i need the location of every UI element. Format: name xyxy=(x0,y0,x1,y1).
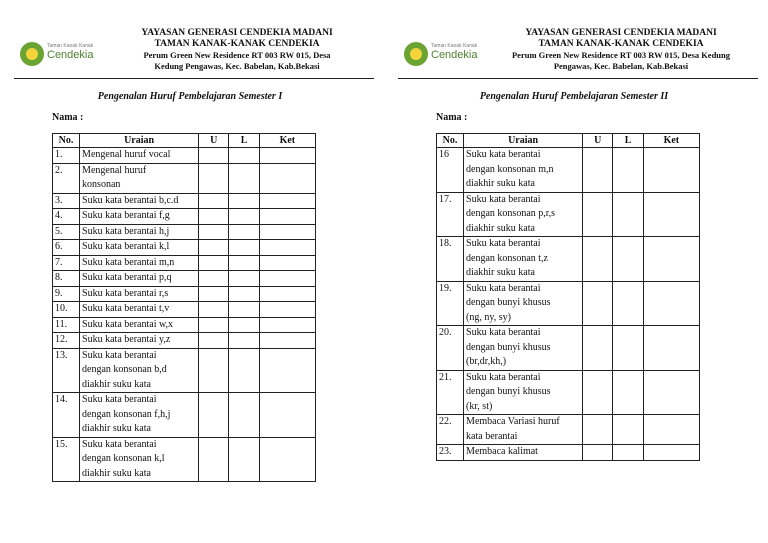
row-number: 20. xyxy=(437,326,464,371)
description-line: diakhir suku kata xyxy=(82,378,151,390)
header-u: U xyxy=(583,134,613,148)
header-uraian: Uraian xyxy=(80,134,199,148)
table-body xyxy=(53,148,316,482)
table-row xyxy=(437,445,700,461)
row-number: 16 xyxy=(437,148,464,193)
header-ket: Ket xyxy=(259,134,315,148)
header-no: No. xyxy=(53,134,80,148)
description-line: diakhir suku kata xyxy=(82,467,151,479)
u-cell xyxy=(199,255,229,271)
l-cell xyxy=(229,255,259,271)
table-row xyxy=(437,370,700,415)
description-line: Suku kata berantai h,j xyxy=(82,225,170,237)
table-row xyxy=(53,348,316,393)
description-line: diakhir suku kata xyxy=(82,423,151,434)
row-number: 4. xyxy=(53,209,80,225)
semester-title: Pengenalan Huruf Pembelajaran Semester II xyxy=(479,91,669,102)
row-number: 1. xyxy=(53,148,80,164)
l-cell xyxy=(229,393,259,438)
l-cell xyxy=(229,348,259,393)
row-description xyxy=(464,192,583,237)
letterhead xyxy=(398,28,758,79)
name-label: Nama : xyxy=(52,112,84,123)
ket-cell xyxy=(259,148,315,164)
header-u: U xyxy=(199,134,229,148)
row-number: 11. xyxy=(53,317,80,333)
description-line: dengan konsonan p,r,s xyxy=(466,208,556,219)
u-cell xyxy=(199,240,229,256)
description-line: Membaca Variasi huruf xyxy=(466,416,560,427)
description-line: Suku kata berantai xyxy=(466,193,541,205)
table-row xyxy=(53,163,316,193)
l-cell xyxy=(229,333,259,349)
table-header-row xyxy=(437,134,700,148)
description-line: Suku kata berantai p,q xyxy=(82,272,172,283)
header-l: L xyxy=(613,134,643,148)
table-row xyxy=(53,302,316,318)
ket-cell xyxy=(643,237,699,282)
row-description xyxy=(80,348,199,393)
row-number: 19. xyxy=(437,281,464,326)
l-cell xyxy=(229,302,259,318)
ket-cell xyxy=(643,281,699,326)
address-line-1: Perum Green New Residence RT 003 RW 015, Desa xyxy=(143,50,331,60)
address-line-1: Perum Green New Residence RT 003 RW 015, Desa Kedung xyxy=(511,50,731,60)
logo-mark-icon xyxy=(404,42,428,66)
row-description xyxy=(80,209,199,225)
row-description xyxy=(80,333,199,349)
description-line: kata berantai xyxy=(466,430,518,442)
l-cell xyxy=(229,224,259,240)
description-line: dengan konsonan t,z xyxy=(466,252,548,264)
row-description xyxy=(80,163,199,193)
description-line: Suku kata berantai b,c.d xyxy=(82,194,179,206)
school-name: TAMAN KANAK-KANAK CENDEKIA xyxy=(538,39,704,49)
sheet-semester-2 xyxy=(384,0,768,543)
description-line: diakhir suku kata xyxy=(466,222,535,234)
ket-cell xyxy=(259,302,315,318)
table-row xyxy=(53,317,316,333)
ket-cell xyxy=(259,209,315,225)
description-line: Suku kata berantai xyxy=(466,371,541,383)
u-cell xyxy=(583,326,613,371)
row-description xyxy=(80,286,199,302)
ket-cell xyxy=(259,286,315,302)
description-line: dengan bunyi khusus xyxy=(466,386,551,397)
l-cell xyxy=(229,271,259,287)
row-number: 15. xyxy=(53,437,80,482)
description-line: dengan bunyi khusus xyxy=(466,341,551,353)
description-line: Suku kata berantai xyxy=(82,349,157,361)
ket-cell xyxy=(259,271,315,287)
u-cell xyxy=(583,281,613,326)
ket-cell xyxy=(259,163,315,193)
u-cell xyxy=(199,317,229,333)
l-cell xyxy=(613,370,643,415)
school-logo xyxy=(20,42,94,68)
ket-cell xyxy=(643,415,699,445)
table-row xyxy=(53,240,316,256)
row-description xyxy=(80,271,199,287)
l-cell xyxy=(229,240,259,256)
description-line: Suku kata berantai r,s xyxy=(82,287,169,299)
ket-cell xyxy=(259,317,315,333)
row-description xyxy=(80,393,199,438)
description-line: Suku kata berantai xyxy=(466,282,541,294)
description-line: Suku kata berantai f,g xyxy=(82,210,170,221)
l-cell xyxy=(229,437,259,482)
table-row xyxy=(53,437,316,482)
header-uraian: Uraian xyxy=(464,134,583,148)
row-number: 14. xyxy=(53,393,80,438)
description-line: Membaca kalimat xyxy=(466,446,538,457)
row-number: 8. xyxy=(53,271,80,287)
table-row xyxy=(53,333,316,349)
description-line: diakhir suku kata xyxy=(466,178,535,189)
u-cell xyxy=(199,224,229,240)
table-row xyxy=(53,255,316,271)
header-l: L xyxy=(229,134,259,148)
row-number: 23. xyxy=(437,445,464,461)
table-row xyxy=(53,393,316,438)
table-row xyxy=(53,286,316,302)
l-cell xyxy=(229,163,259,193)
ket-cell xyxy=(259,193,315,209)
foundation-name: YAYASAN GENERASI CENDEKIA MADANI xyxy=(525,28,717,38)
description-line: diakhir suku kata xyxy=(466,267,535,278)
ket-cell xyxy=(643,148,699,193)
school-name: TAMAN KANAK-KANAK CENDEKIA xyxy=(154,39,320,49)
row-number: 12. xyxy=(53,333,80,349)
row-description xyxy=(464,281,583,326)
row-number: 17. xyxy=(437,192,464,237)
row-description xyxy=(80,302,199,318)
description-line: Mengenal huruf xyxy=(82,164,147,176)
description-line: Suku kata berantai xyxy=(82,438,157,450)
description-line: konsonan xyxy=(82,179,121,190)
l-cell xyxy=(613,148,643,193)
header-ket: Ket xyxy=(643,134,699,148)
description-line: Suku kata berantai y,z xyxy=(82,334,171,345)
u-cell xyxy=(199,193,229,209)
assessment-table xyxy=(436,133,700,461)
table-row xyxy=(53,224,316,240)
row-description xyxy=(80,255,199,271)
row-description xyxy=(80,240,199,256)
l-cell xyxy=(229,209,259,225)
u-cell xyxy=(199,163,229,193)
l-cell xyxy=(229,148,259,164)
u-cell xyxy=(583,415,613,445)
ket-cell xyxy=(259,348,315,393)
l-cell xyxy=(613,237,643,282)
table-row xyxy=(437,237,700,282)
l-cell xyxy=(229,286,259,302)
description-line: Suku kata berantai xyxy=(466,149,541,160)
row-number: 5. xyxy=(53,224,80,240)
address-line-2: Kedung Pengawas, Kec. Babelan, Kab.Bekasi xyxy=(154,61,320,71)
header-no: No. xyxy=(437,134,464,148)
logo-small-text: Taman Kanak Kanak xyxy=(47,43,94,49)
u-cell xyxy=(583,192,613,237)
description-line: (kr, st) xyxy=(466,400,493,412)
table-row xyxy=(53,209,316,225)
row-number: 6. xyxy=(53,240,80,256)
ket-cell xyxy=(259,224,315,240)
u-cell xyxy=(199,148,229,164)
row-description xyxy=(464,237,583,282)
logo-small-text: Taman Kanak Kanak xyxy=(431,43,478,49)
l-cell xyxy=(613,192,643,237)
table-row xyxy=(437,281,700,326)
ket-cell xyxy=(259,437,315,482)
ket-cell xyxy=(259,240,315,256)
description-line: (ng, ny, sy) xyxy=(466,311,511,323)
description-line: Mengenal huruf vocal xyxy=(82,149,171,160)
ket-cell xyxy=(643,370,699,415)
l-cell xyxy=(613,326,643,371)
u-cell xyxy=(199,333,229,349)
row-number: 21. xyxy=(437,370,464,415)
address-line-2: Pengawas, Kec. Babelan, Kab.Bekasi xyxy=(553,61,689,71)
ket-cell xyxy=(259,393,315,438)
row-number: 13. xyxy=(53,348,80,393)
row-number: 7. xyxy=(53,255,80,271)
row-description xyxy=(464,326,583,371)
u-cell xyxy=(199,348,229,393)
table-body xyxy=(437,148,700,461)
school-heading xyxy=(484,28,758,72)
l-cell xyxy=(613,445,643,461)
row-number: 9. xyxy=(53,286,80,302)
ket-cell xyxy=(643,326,699,371)
row-description xyxy=(464,148,583,193)
row-number: 22. xyxy=(437,415,464,445)
u-cell xyxy=(199,393,229,438)
description-line: Suku kata berantai t,v xyxy=(82,303,170,314)
description-line: Suku kata berantai xyxy=(82,394,157,405)
table-row xyxy=(437,192,700,237)
row-number: 2. xyxy=(53,163,80,193)
table-row xyxy=(437,326,700,371)
logo-mark-icon xyxy=(20,42,44,66)
ket-cell xyxy=(259,255,315,271)
ket-cell xyxy=(259,333,315,349)
u-cell xyxy=(199,302,229,318)
table-row xyxy=(437,148,700,193)
row-number: 18. xyxy=(437,237,464,282)
row-number: 10. xyxy=(53,302,80,318)
assessment-table xyxy=(52,133,316,482)
name-label: Nama : xyxy=(436,112,468,123)
description-line: dengan konsonan k,l xyxy=(82,453,165,464)
row-description xyxy=(80,224,199,240)
ket-cell xyxy=(643,445,699,461)
ket-cell xyxy=(643,192,699,237)
description-line: Suku kata berantai k,l xyxy=(82,241,170,252)
row-description xyxy=(80,317,199,333)
table-row xyxy=(437,415,700,445)
u-cell xyxy=(583,148,613,193)
description-line: dengan konsonan m,n xyxy=(466,163,554,175)
description-line: Suku kata berantai xyxy=(466,327,541,338)
table-row xyxy=(53,271,316,287)
description-line: dengan konsonan b,d xyxy=(82,364,167,375)
table-row xyxy=(53,193,316,209)
u-cell xyxy=(199,271,229,287)
description-line: (br,dr,kh,) xyxy=(466,356,507,367)
row-number: 3. xyxy=(53,193,80,209)
u-cell xyxy=(199,437,229,482)
school-heading xyxy=(100,28,374,72)
l-cell xyxy=(229,317,259,333)
row-description xyxy=(80,193,199,209)
description-line: Suku kata berantai w,x xyxy=(82,318,174,330)
u-cell xyxy=(583,370,613,415)
u-cell xyxy=(199,209,229,225)
u-cell xyxy=(199,286,229,302)
logo-brand: Cendekia xyxy=(47,49,94,61)
l-cell xyxy=(613,281,643,326)
l-cell xyxy=(229,193,259,209)
semester-title: Pengenalan Huruf Pembelajaran Semester I xyxy=(97,91,283,102)
letterhead xyxy=(14,28,374,79)
description-line: Suku kata berantai m,n xyxy=(82,256,175,268)
logo-brand: Cendekia xyxy=(431,49,478,61)
table-header-row xyxy=(53,134,316,148)
l-cell xyxy=(613,415,643,445)
table-row xyxy=(53,148,316,164)
description-line: dengan konsonan f,h,j xyxy=(82,408,171,420)
u-cell xyxy=(583,445,613,461)
row-description xyxy=(464,445,583,461)
description-line: Suku kata berantai xyxy=(466,238,541,249)
row-description xyxy=(80,437,199,482)
foundation-name: YAYASAN GENERASI CENDEKIA MADANI xyxy=(141,28,333,38)
u-cell xyxy=(583,237,613,282)
row-description xyxy=(464,415,583,445)
row-description xyxy=(80,148,199,164)
description-line: dengan bunyi khusus xyxy=(466,297,551,308)
row-description xyxy=(464,370,583,415)
school-logo xyxy=(404,42,478,68)
